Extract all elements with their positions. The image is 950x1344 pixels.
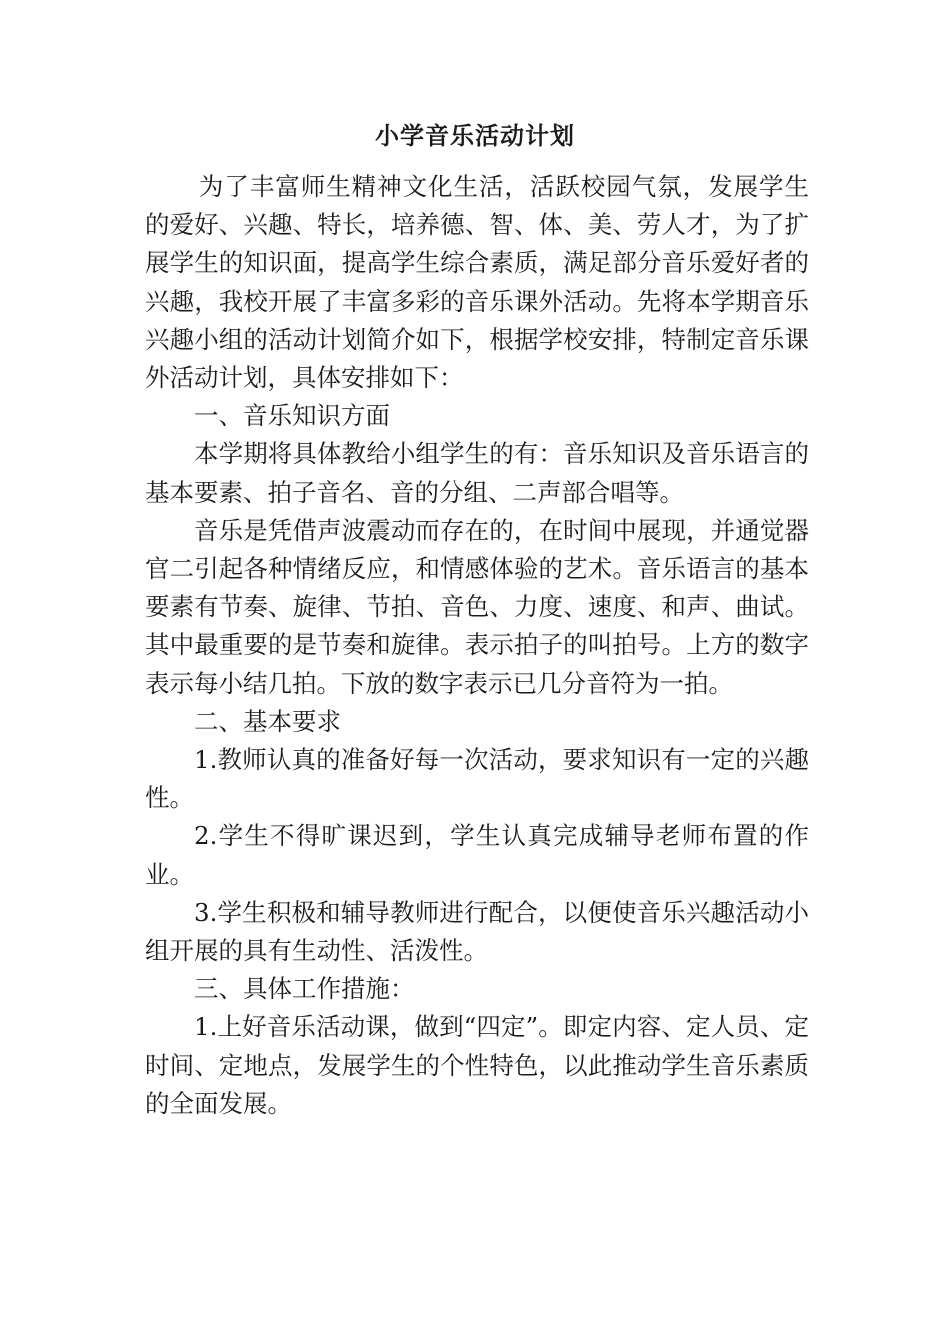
section-heading-music-knowledge: 一、音乐知识方面 [194,401,390,431]
document-title: 小学音乐活动计划 [375,122,575,150]
requirement-item-2: 2.学生不得旷课迟到，学生认真完成辅导老师布置的作业。 [145,821,809,889]
measure-item-1: 1.上好音乐活动课，做到“四定”。即定内容、定人员、定时间、定地点，发展学生的个性特色，以此推动学生音乐素质的全面发展。 [145,1012,809,1118]
requirement-item-3: 3.学生积极和辅导教师进行配合，以便使音乐兴趣活动小组开展的具有生动性、活泼性。 [145,897,809,966]
section-heading-work-measures: 三、具体工作措施： [194,974,415,1004]
section-heading-basic-requirements: 二、基本要求 [194,706,341,736]
document-body [145,168,809,1123]
requirement-item-1: 1.教师认真的准备好每一次活动，要求知识有一定的兴趣性。 [145,745,809,813]
paragraph-semester-content: 本学期将具体教给小组学生的有：音乐知识及音乐语言的基本要素、拍子音名、音的分组、二声部合唱等。 [145,439,809,507]
intro-paragraph: 为了丰富师生精神文化生活，活跃校园气氛，发展学生的爱好、兴趣、特长，培养德、智、体、美、劳人才，为了扩展学生的知识面，提高学生综合素质，满足部分音乐爱好者的兴趣，我校开展了丰富多彩的音乐课外活动。先将本学期音乐兴趣小组的活动计划简介如下，根据学校安排，特制定音乐课外活动计划，具体安排如下： [145,172,809,393]
paragraph-music-definition: 音乐是凭借声波震动而存在的，在时间中展现，并通觉器官二引起各种情绪反应，和情感体验的艺术。音乐语言的基本要素有节奏、旋律、节拍、音色、力度、速度、和声、曲试。其中最重要的是节奏和旋律。表示拍子的叫拍号。上方的数字表示每小结几拍。下放的数字表示已几分音符为一拍。 [145,515,809,698]
